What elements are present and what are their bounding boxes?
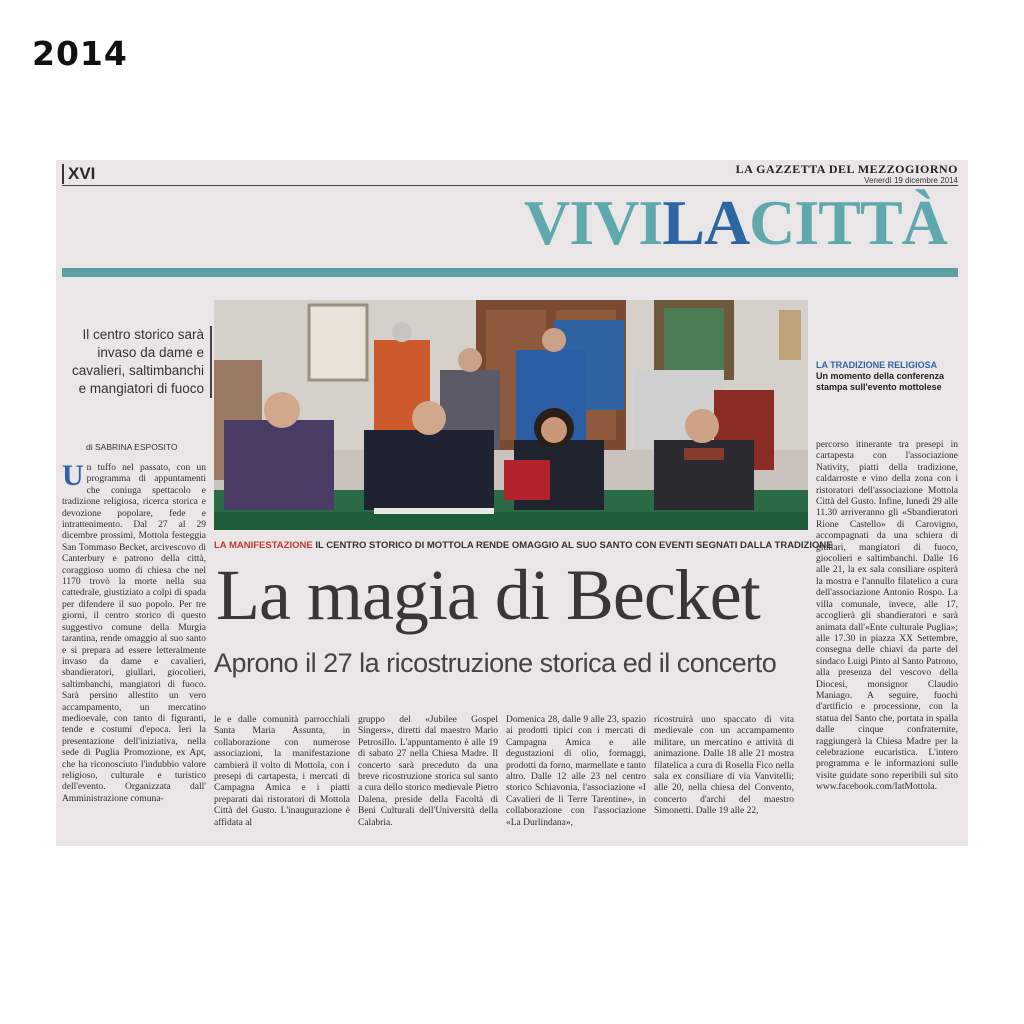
tag-label: LA MANIFESTAZIONE <box>214 540 313 551</box>
section-title-citta: CITTÀ <box>749 187 947 258</box>
headline: La magia di Becket <box>216 555 760 635</box>
column-6-text: percorso itinerante tra presepi in cartapesta con l'associazione Nativity, piatti della tradizione, caldarroste e vino della zona con i ristoratori dell'associazione Mottola Città del Gusto. Infine, lunedì 29 alle 11.30 arriveranno gli «Sbandieratori Rione Castello» di Carovigno, accompagnati da una schiera di giullari, mangiatori di fuoco, giocolieri e saltimbanchi. Dalle 16 alle 21, la ex sala consiliare ospiterà la mostra e l'annullo filatelico a cura dell'associazione Antonio Rospo. La villa comunale, invece, alle 17, accoglierà gli sbandieratori e sarà animata dall'«Ente culturale Puglia»; alle 17.30 in piazza XX Settembre, consegna delle chiavi da parte del sindaco Luigi Pinto al Santo Patrono, alla presenza del vescovo della Diocesi, monsignor Claudio Maniago. A seguire, fuochi d'artificio e processione, con la statua del Santo che, portata in spalla dalle cinque confraternite, raggiungerà la Chiesa Madre per la celebrazione eucaristica. L'intero programma e le informazioni sulle visite guidate sono reperibili sul sito www.facebook.com/IatMottola. <box>816 440 958 793</box>
issue-date: Venerdì 19 dicembre 2014 <box>864 176 958 185</box>
header-rule <box>62 185 958 186</box>
press-conference-photo <box>214 300 808 530</box>
section-title <box>524 187 947 258</box>
section-bar <box>62 268 958 277</box>
section-title-vivi: VIVI <box>524 187 663 258</box>
page-number: XVI <box>62 164 95 184</box>
column-4-text: Domenica 28, dalle 9 alle 23, spazio ai prodotti tipici con i mercati di Campagna Amica e alle degustazioni di olio, formaggi, prodotti da forno, marmellate e tanto altro. Dalle 12 alle 23 nel centro storico Schiavonia, l'associazione «I Cavalieri de li Terre Tarentine», in collaborazione con l'associazione «La Durlindana», <box>506 715 646 828</box>
column-3-text: gruppo del «Jubilee Gospel Singers», diretti dal maestro Mario Petrosillo. L'appuntamento è alle 19 di sabato 27 nella Chiesa Madre. Il concerto sarà preceduto da una breve ricostruzione storica sul santo a cura dello storico medievale Pietro Dalena, preside della Facoltà di Beni Culturali dell'Università della Calabria. <box>358 715 498 828</box>
tag-text: IL CENTRO STORICO DI MOTTOLA RENDE OMAGGIO AL SUO SANTO CON EVENTI SEGNATI DALLA TRADIZIONE <box>315 540 833 551</box>
column-1-text: n tuffo nel passato, con un programma di appuntamenti che coniuga spettacolo e tradizione religiosa, ricerca storica e devozione popolare, fede e intrattenimento. Dal 27 al 29 dicembre prossimi, Mottola festeggia San Tommaso Becket, arcivescovo di Canterbury e patrono della città, coraggioso uomo di chiesa che nel 1170 trovò la morte nella sua cattedrale, giustiziato a colpi di spada per difendere il suo popolo. Per tre giorni, il centro storico di questo suggestivo comune della Murgia tarantina, rende omaggio al suo santo e si prepara ad essere letteralmente invaso da dame e cavalieri, sbandieratori, giullari, giocolieri, saltimbanchi, mangiatori di fuoco. Sarà persino allestito un vero accampamento, un mercatino medioevale, con tanto di figuranti, tende e costumi d'epoca. Ieri la presentazione dell'iniziativa, nella sede di Puglia Promozione, ex Apt, che ha riconosciuto l'indubbio valore religioso, culturale e turistico dell'evento. Organizzata dall' Amministrazione comuna- <box>62 463 206 804</box>
photo-illustration <box>214 300 808 530</box>
photo-caption <box>816 360 956 393</box>
subheadline: Aprono il 27 la ricostruzione storica ed il concerto <box>214 648 777 678</box>
column-5-text: ricostruirà uno spaccato di vita medievale con un accampamento militare, un mercatino e attività di animazione. Dalle 18 alle 21 mostra filatelica a cura di Rosella Fico nella sala ex consiliare di via Vanvitelli; alle 20, nella chiesa del Convento, concerto d'archi del maestro Simonetti. Dalle 19 alle 22, <box>654 715 794 817</box>
byline: di SABRINA ESPOSITO <box>86 442 178 452</box>
newspaper-name: LA GAZZETTA DEL MEZZOGIORNO <box>735 162 958 176</box>
article-column-3 <box>358 715 498 843</box>
article-tag <box>214 540 833 551</box>
article-column-1 <box>62 463 206 843</box>
article-column-4 <box>506 715 646 843</box>
article-column-6 <box>816 440 958 843</box>
column-2-text: le e dalle comunità parrocchiali Santa Maria Assunta, in collaborazione con numerose associazioni, la manifestazione cambierà il volto di Mottola, con i presepi di cartapesta, i mercati di Campagna Amica e i piatti preparati dai ristoratori di Mottola Città del Gusto. L'inaugurazione è affidata al <box>214 715 350 828</box>
caption-title: LA TRADIZIONE RELIGIOSA <box>816 360 938 370</box>
kicker-text: Il centro storico sarà invaso da dame e cavalieri, saltimbanchi e mangiatori di fuoco <box>64 326 212 398</box>
newspaper-clipping <box>56 160 968 846</box>
dropcap: U <box>62 463 84 492</box>
article-column-5 <box>654 715 794 843</box>
article-column-2 <box>214 715 350 843</box>
year-label: 2014 <box>32 34 128 73</box>
section-title-la: LA <box>662 187 750 258</box>
caption-text: Un momento della conferenza stampa sull'evento mottolese <box>816 371 945 392</box>
